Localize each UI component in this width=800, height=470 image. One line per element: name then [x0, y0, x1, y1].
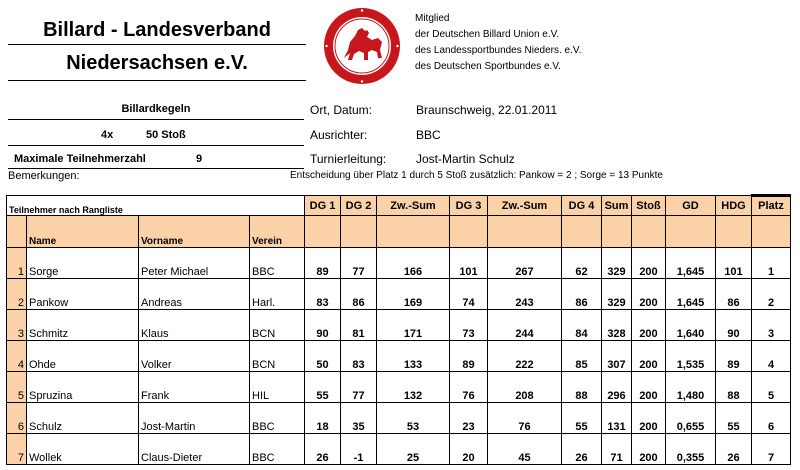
verein-cell: BBC — [250, 403, 305, 434]
dg4-cell: 88 — [562, 372, 602, 403]
table-row — [7, 248, 791, 279]
vorname-cell: Claus-Dieter — [139, 434, 250, 465]
gd-cell: 0,655 — [666, 403, 716, 434]
gd-cell: 1,645 — [666, 279, 716, 310]
col-header-sum: Sum — [602, 196, 632, 216]
turnierleitung-value: Jost-Martin Schulz — [416, 152, 515, 166]
col-header-hdg: HDG — [716, 196, 752, 216]
rank-cell: 1 — [7, 248, 27, 279]
dg3-cell: 20 — [450, 434, 488, 465]
hdg-cell: 55 — [716, 403, 752, 434]
header-filler — [716, 216, 752, 248]
dg1-cell: 50 — [305, 341, 341, 372]
verein-cell: BCN — [250, 310, 305, 341]
horse-seal-logo-icon — [322, 6, 402, 86]
platz-cell: 3 — [752, 310, 791, 341]
dg1-cell: 90 — [305, 310, 341, 341]
dg1-cell: 55 — [305, 372, 341, 403]
zwsum1-cell: 166 — [377, 248, 450, 279]
header-filler — [666, 216, 716, 248]
dg3-cell: 73 — [450, 310, 488, 341]
info-divider — [8, 119, 304, 120]
gd-cell: 1,535 — [666, 341, 716, 372]
col-header-dg1: DG 1 — [305, 196, 341, 216]
platz-cell: 4 — [752, 341, 791, 372]
stoss-cell: 200 — [632, 403, 666, 434]
header-filler — [450, 216, 488, 248]
col-header-name: Name — [27, 216, 139, 248]
table-row — [7, 372, 791, 403]
ort-label: Ort, Datum: — [310, 103, 373, 117]
dg3-cell: 89 — [450, 341, 488, 372]
zwsum1-cell: 133 — [377, 341, 450, 372]
rank-cell: 4 — [7, 341, 27, 372]
platz-cell: 1 — [752, 248, 791, 279]
col-header-vorname: Vorname — [139, 216, 250, 248]
name-cell: Sorge — [27, 248, 139, 279]
stoss-cell: 200 — [632, 248, 666, 279]
rank-header-cell — [7, 216, 27, 248]
gd-cell: 0,355 — [666, 434, 716, 465]
sum-cell: 71 — [602, 434, 632, 465]
dg1-cell: 26 — [305, 434, 341, 465]
sum-cell: 328 — [602, 310, 632, 341]
zwsum1-cell: 53 — [377, 403, 450, 434]
membership-line: Mitglied — [415, 13, 450, 24]
turnierleitung-label: Turnierleitung: — [310, 152, 387, 166]
name-cell: Spruzina — [27, 372, 139, 403]
format-stoss: 50 Stoß — [146, 129, 186, 141]
col-header-verein: Verein — [250, 216, 305, 248]
header-filler — [305, 216, 341, 248]
dg2-cell: -1 — [341, 434, 377, 465]
discipline-name: Billardkegeln — [121, 103, 191, 115]
dg4-cell: 84 — [562, 310, 602, 341]
table-row — [7, 310, 791, 341]
hdg-cell: 26 — [716, 434, 752, 465]
platz-cell: 5 — [752, 372, 791, 403]
zwsum2-cell: 208 — [488, 372, 562, 403]
dg3-cell: 74 — [450, 279, 488, 310]
dg2-cell: 83 — [341, 341, 377, 372]
max-participants-label: Maximale Teilnehmerzahl — [14, 153, 146, 165]
zwsum1-cell: 132 — [377, 372, 450, 403]
vorname-cell: Klaus — [139, 310, 250, 341]
hdg-cell: 89 — [716, 341, 752, 372]
ort-value: Braunschweig, 22.01.2011 — [416, 103, 558, 117]
dg2-cell: 77 — [341, 372, 377, 403]
zwsum1-cell: 171 — [377, 310, 450, 341]
dg3-cell: 101 — [450, 248, 488, 279]
dg4-cell: 86 — [562, 279, 602, 310]
zwsum2-cell: 244 — [488, 310, 562, 341]
zwsum2-cell: 222 — [488, 341, 562, 372]
vorname-cell: Peter Michael — [139, 248, 250, 279]
sum-cell: 296 — [602, 372, 632, 403]
name-cell: Schmitz — [27, 310, 139, 341]
zwsum2-cell: 76 — [488, 403, 562, 434]
max-participants-value: 9 — [196, 153, 203, 165]
rank-cell: 3 — [7, 310, 27, 341]
stoss-cell: 200 — [632, 434, 666, 465]
platz-cell: 2 — [752, 279, 791, 310]
dg1-cell: 83 — [305, 279, 341, 310]
dg2-cell: 81 — [341, 310, 377, 341]
ausrichter-label: Ausrichter: — [310, 128, 368, 142]
remarks-text: Entscheidung über Platz 1 durch 5 Stoß zusätzlich: Pankow = 2 ; Sorge = 13 Punkte — [290, 170, 663, 181]
title-divider — [8, 44, 306, 45]
info-divider — [8, 168, 304, 169]
gd-cell: 1,640 — [666, 310, 716, 341]
zwsum2-cell: 267 — [488, 248, 562, 279]
name-cell: Wollek — [27, 434, 139, 465]
col-header-dg3: DG 3 — [450, 196, 488, 216]
sum-cell: 307 — [602, 341, 632, 372]
title-underline — [8, 80, 306, 81]
federation-title-line2: Niedersachsen e.V. — [66, 52, 248, 74]
results-table — [6, 194, 791, 465]
header-filler — [752, 216, 791, 248]
dg4-cell: 85 — [562, 341, 602, 372]
dg1-cell: 89 — [305, 248, 341, 279]
header-filler — [562, 216, 602, 248]
name-cell: Ohde — [27, 341, 139, 372]
section-label: Teilnehmer nach Rangliste — [7, 196, 305, 216]
hdg-cell: 90 — [716, 310, 752, 341]
sum-cell: 131 — [602, 403, 632, 434]
header-filler — [602, 216, 632, 248]
table-row — [7, 434, 791, 465]
dg2-cell: 35 — [341, 403, 377, 434]
hdg-cell: 88 — [716, 372, 752, 403]
dg1-cell: 18 — [305, 403, 341, 434]
membership-line: des Deutschen Sportbundes e.V. — [415, 61, 561, 72]
col-header-stoss: Stoß — [632, 196, 666, 216]
vorname-cell: Volker — [139, 341, 250, 372]
stoss-cell: 200 — [632, 341, 666, 372]
rank-cell: 2 — [7, 279, 27, 310]
zwsum1-cell: 25 — [377, 434, 450, 465]
col-header-zwsum1: Zw.-Sum — [377, 196, 450, 216]
verein-cell: BCN — [250, 341, 305, 372]
table-row — [7, 403, 791, 434]
vorname-cell: Jost-Martin — [139, 403, 250, 434]
rank-cell: 7 — [7, 434, 27, 465]
header-filler — [488, 216, 562, 248]
vorname-cell: Frank — [139, 372, 250, 403]
col-header-platz: Platz — [752, 196, 791, 216]
vorname-cell: Andreas — [139, 279, 250, 310]
col-header-dg2: DG 2 — [341, 196, 377, 216]
col-header-zwsum2: Zw.-Sum — [488, 196, 562, 216]
federation-title-line1: Billard - Landesverband — [43, 19, 271, 41]
zwsum2-cell: 243 — [488, 279, 562, 310]
dg4-cell: 55 — [562, 403, 602, 434]
membership-line: des Landessportbundes Nieders. e.V. — [415, 45, 582, 56]
stoss-cell: 200 — [632, 310, 666, 341]
gd-cell: 1,480 — [666, 372, 716, 403]
verein-cell: BBC — [250, 248, 305, 279]
header-filler — [341, 216, 377, 248]
dg3-cell: 76 — [450, 372, 488, 403]
remarks-label: Bemerkungen: — [8, 170, 80, 182]
rank-cell: 6 — [7, 403, 27, 434]
name-cell: Schulz — [27, 403, 139, 434]
dg2-cell: 77 — [341, 248, 377, 279]
zwsum2-cell: 45 — [488, 434, 562, 465]
ausrichter-value: BBC — [416, 128, 441, 142]
col-header-gd: GD — [666, 196, 716, 216]
format-count: 4x — [101, 129, 114, 141]
stoss-cell: 200 — [632, 279, 666, 310]
dg2-cell: 86 — [341, 279, 377, 310]
header-filler — [632, 216, 666, 248]
zwsum1-cell: 169 — [377, 279, 450, 310]
rank-cell: 5 — [7, 372, 27, 403]
table-row — [7, 341, 791, 372]
info-divider — [8, 145, 304, 146]
verein-cell: Harl. — [250, 279, 305, 310]
platz-cell: 6 — [752, 403, 791, 434]
table-row — [7, 279, 791, 310]
membership-line: der Deutschen Billard Union e.V. — [415, 29, 560, 40]
stoss-cell: 200 — [632, 372, 666, 403]
hdg-cell: 86 — [716, 279, 752, 310]
name-cell: Pankow — [27, 279, 139, 310]
dg4-cell: 62 — [562, 248, 602, 279]
verein-cell: HIL — [250, 372, 305, 403]
sum-cell: 329 — [602, 248, 632, 279]
dg3-cell: 23 — [450, 403, 488, 434]
header-filler — [377, 216, 450, 248]
platz-cell: 7 — [752, 434, 791, 465]
verein-cell: BBC — [250, 434, 305, 465]
gd-cell: 1,645 — [666, 248, 716, 279]
col-header-dg4: DG 4 — [562, 196, 602, 216]
sum-cell: 329 — [602, 279, 632, 310]
dg4-cell: 26 — [562, 434, 602, 465]
hdg-cell: 101 — [716, 248, 752, 279]
